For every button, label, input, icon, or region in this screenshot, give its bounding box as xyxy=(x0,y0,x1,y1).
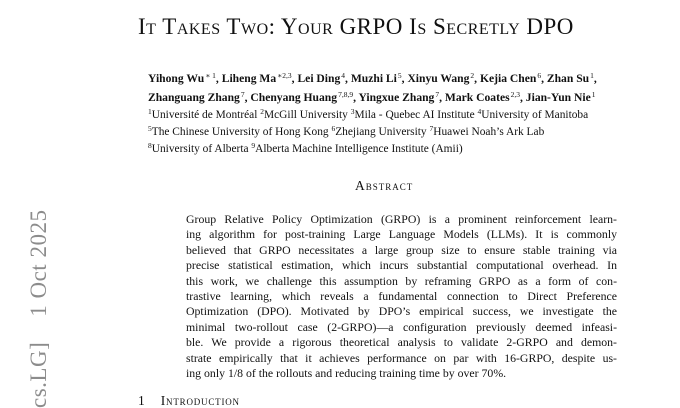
affiliation-name: Zhejiang University xyxy=(335,126,430,138)
abstract-line: Optimization (DPO). Motivated by DPO’s empirical success, we investigate the xyxy=(186,304,617,319)
affiliation-mark: 3 xyxy=(350,107,355,116)
author-line: Yihong $Wu^{∗ 1}$, Liheng $Ma^{∗2,3}$, Lei Ding$^4$, Muzhi Li$^5$, Xinyu Wang$^2$, Kejia Chen$^6$, Zhan Su$^1$, xyxy=(148,71,597,85)
section-title: Introduction xyxy=(160,393,240,408)
author-name: Yihong Wu xyxy=(148,72,205,85)
author-name: Mark Coates xyxy=(444,90,510,104)
abstract-line: strate empirically that it achieves performance on par with 16-GRPO, despite us- xyxy=(186,350,617,365)
author-affiliation-mark: 1 xyxy=(591,89,596,99)
author-name: Chenyang Huang xyxy=(250,90,338,104)
affiliation-line xyxy=(148,122,668,139)
affiliation-mark: 4 xyxy=(477,107,482,116)
section-number: 1 xyxy=(138,393,145,408)
affiliation-mark: 6 xyxy=(331,124,336,133)
author-line: Zhanguang Zhang$^7$, Chenyang Huang$^{7,8,9}$, Yingxue Zhang$^7$, Mark Coates$^{2,3}$, Jian-Yun Nie$^1$ xyxy=(148,89,596,104)
affiliation-name: Université de Montréal xyxy=(151,109,261,121)
abstract-line: ble. We provide a rigorous theoretical analysis to validate 2-GRPO and demon- xyxy=(186,335,617,350)
affiliation-name: McGill University xyxy=(264,109,351,121)
author-name: Muzhi Li xyxy=(350,72,397,85)
affiliation-mark: 5 xyxy=(148,124,152,133)
section-heading xyxy=(138,393,240,408)
affiliation-line xyxy=(148,105,668,122)
author-name: Xinyu Wang xyxy=(407,72,470,85)
arxiv-category: cs.LG] xyxy=(26,341,51,408)
arxiv-side-stamp xyxy=(26,210,52,408)
author-affiliation-mark: 7 xyxy=(240,89,245,99)
affiliation-name: University of Manitoba xyxy=(481,109,589,121)
author-affiliation-mark: 2,3 xyxy=(510,89,520,99)
abstract-line: ing algorithm for post-training Large Language Models (LLMs). It is commonly xyxy=(186,227,617,242)
abstract-line: this work, we challenge this assumption by reframing GRPO as a form of con- xyxy=(186,273,617,288)
author-affiliation-mark: 7,8,9 xyxy=(338,89,354,99)
author-name: Zhanguang Zhang xyxy=(148,90,240,104)
author-block xyxy=(148,68,668,156)
author-affiliation-mark: 4 xyxy=(341,71,346,80)
arxiv-date: 1 Oct 2025 xyxy=(26,209,51,317)
abstract-line: believed that GRPO necessitates a large group size to ensure stable training via xyxy=(186,242,617,257)
affiliation-mark: 9 xyxy=(251,141,256,150)
affiliation-mark: 1 xyxy=(148,107,152,116)
author-affiliation-mark: 7 xyxy=(435,89,440,99)
paper-title: It Takes Two: Your GRPO Is Secretly DPO xyxy=(138,14,574,39)
abstract-line: trastive learning, which reveals a fundamental connection to Direct Preference xyxy=(186,289,617,304)
abstract-line: Group Relative Policy Optimization (GRPO) is a prominent reinforcement learn- xyxy=(186,212,617,226)
affiliation-line xyxy=(148,139,668,156)
abstract-line: precise statistical estimation, which incurs substantial computational overhead. In xyxy=(186,258,617,273)
author-affiliation-mark: ∗2,3 xyxy=(277,71,292,80)
author-name: Lei Ding xyxy=(297,72,341,85)
author-name: Yingxue Zhang xyxy=(358,90,435,104)
author-name: Liheng Ma xyxy=(221,72,277,85)
author-name: Zhan Su xyxy=(546,72,590,85)
author-name: Jian-Yun Nie xyxy=(525,90,591,104)
affiliation-name: Alberta Machine Intelligence Institute (Amii) xyxy=(255,143,463,155)
abstract-line: ing only 1/8 of the rollouts and reducing training time by over 70%. xyxy=(186,366,507,381)
abstract-line: minimal two-rollout case (2-GRPO)—a configuration previously deemed infeasi- xyxy=(186,319,617,334)
affiliation-mark: 2 xyxy=(260,107,264,116)
affiliation-name: University of Alberta xyxy=(151,143,252,155)
affiliation-name: The Chinese University of Hong Kong xyxy=(151,126,332,138)
author-affiliation-mark: 5 xyxy=(397,71,402,80)
author-affiliation-mark: ∗ 1 xyxy=(205,71,216,80)
author-affiliation-mark: 6 xyxy=(537,71,542,80)
abstract-heading: Abstract xyxy=(355,178,414,193)
affiliation-name: Huawei Noah’s Ark Lab xyxy=(433,126,545,138)
affiliation-mark: 7 xyxy=(429,124,434,133)
author-name: Kejia Chen xyxy=(479,72,537,85)
affiliation-mark: 8 xyxy=(148,141,152,150)
abstract-body xyxy=(186,212,617,381)
affiliation-name: Mila - Quebec AI Institute xyxy=(354,109,478,121)
author-affiliation-mark: 1 xyxy=(590,71,594,80)
author-affiliation-mark: 2 xyxy=(470,71,475,80)
affiliation-block xyxy=(148,105,668,156)
